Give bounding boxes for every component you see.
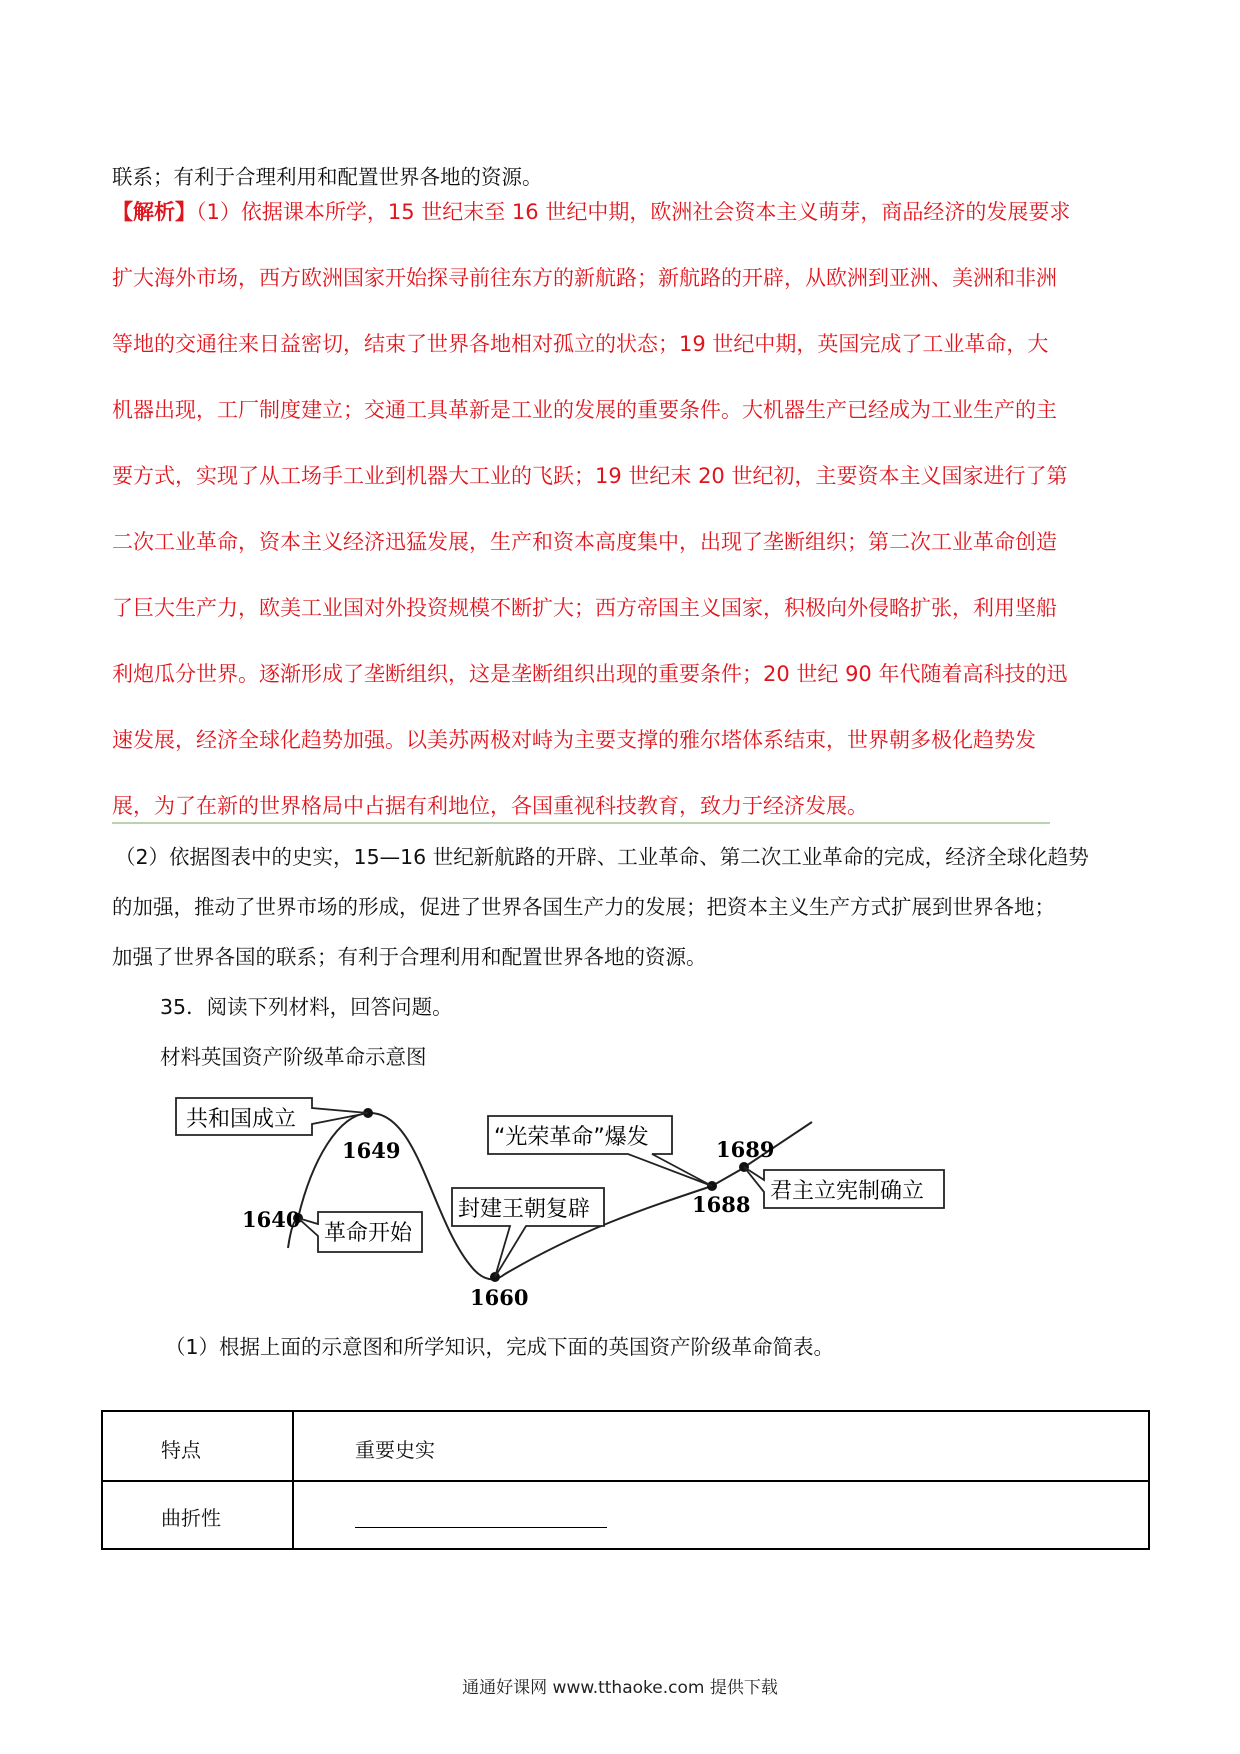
analysis-line-8: 利炮瓜分世界。逐渐形成了垄断组织，这是垄断组织出现的重要条件；20 世纪 90 年代随着高科技的迅 [112,662,1068,686]
answer2-line-1: （2）依据图表中的史实，15—16 世纪新航路的开辟、工业革命、第二次工业革命的完成，经济全球化趋势 [115,845,1089,869]
analysis-line-6: 二次工业革命，资本主义经济迅猛发展，生产和资本高度集中，出现了垄断组织；第二次工业革命创造 [112,530,1057,554]
year-1689: 1689 [716,1137,775,1162]
analysis-line-7: 了巨大生产力，欧美工业国对外投资规模不断扩大；西方帝国主义国家，积极向外侵略扩张，利用坚船 [112,596,1057,620]
intro-tail-text: 联系；有利于合理利用和配置世界各地的资源。 [112,165,543,189]
year-1649: 1649 [342,1138,401,1163]
analysis-tag: 【解析】 [112,200,196,224]
table-header-feature: 特点 [161,1438,201,1462]
year-1688: 1688 [692,1192,751,1217]
label-constitutional: 君主立宪制确立 [770,1179,925,1204]
table-header-facts: 重要史实 [355,1438,435,1462]
footer-credit: 通通好课网 www.tthaoke.com 提供下载 [462,1678,778,1698]
question-35: 35．阅读下列材料，回答问题。 [160,995,453,1019]
analysis-line-4: 机器出现，工厂制度建立；交通工具革新是工业的发展的重要条件。大机器生产已经成为工业生产的主 [112,398,1057,422]
revolution-table [101,1410,1150,1550]
year-1660: 1660 [470,1285,529,1310]
table-row-divider [103,1480,1148,1482]
analysis-line-3: 等地的交通往来日益密切，结束了世界各地相对孤立的状态；19 世纪中期，英国完成了工业革命，大 [112,332,1049,356]
analysis-line-10: 展，为了在新的世界格局中占据有利地位，各国重视科技教育，致力于经济发展。 [112,794,868,818]
label-restoration: 封建王朝复辟 [458,1197,591,1222]
label-revolution-start: 革命开始 [324,1221,413,1246]
answer2-line-3: 加强了世界各国的联系；有利于合理利用和配置世界各地的资源。 [112,945,707,969]
table-cell-tortuous: 曲折性 [161,1506,221,1530]
sub-question: （1）根据上面的示意图和所学知识，完成下面的英国资产阶级革命简表。 [165,1335,835,1359]
label-republic: 共和国成立 [186,1107,297,1132]
analysis-line-5: 要方式，实现了从工场手工业到机器大工业的飞跃；19 世纪末 20 世纪初，主要资本主义国家进行了第 [112,464,1068,488]
analysis-line-1-text: （1）依据课本所学，15 世纪末至 16 世纪中期，欧洲社会资本主义萌芽，商品经济的发展要求 [196,200,1071,224]
year-1640: 1640 [242,1207,301,1232]
material-title: 材料英国资产阶级革命示意图 [160,1045,427,1069]
answer2-line-2: 的加强，推动了世界市场的形成，促进了世界各国生产力的发展；把资本主义生产方式扩展到世界各地； [112,895,1055,919]
label-glorious: “光荣革命”爆发 [494,1125,649,1150]
analysis-line-9: 速发展，经济全球化趋势加强。以美苏两极对峙为主要支撑的雅尔塔体系结束，世界朝多极化趋势发 [112,728,1036,752]
answer-blank-line [355,1527,607,1528]
analysis-line-2: 扩大海外市场，西方欧洲国家开始探寻前往东方的新航路；新航路的开辟，从欧洲到亚洲、美洲和非洲 [112,266,1057,290]
